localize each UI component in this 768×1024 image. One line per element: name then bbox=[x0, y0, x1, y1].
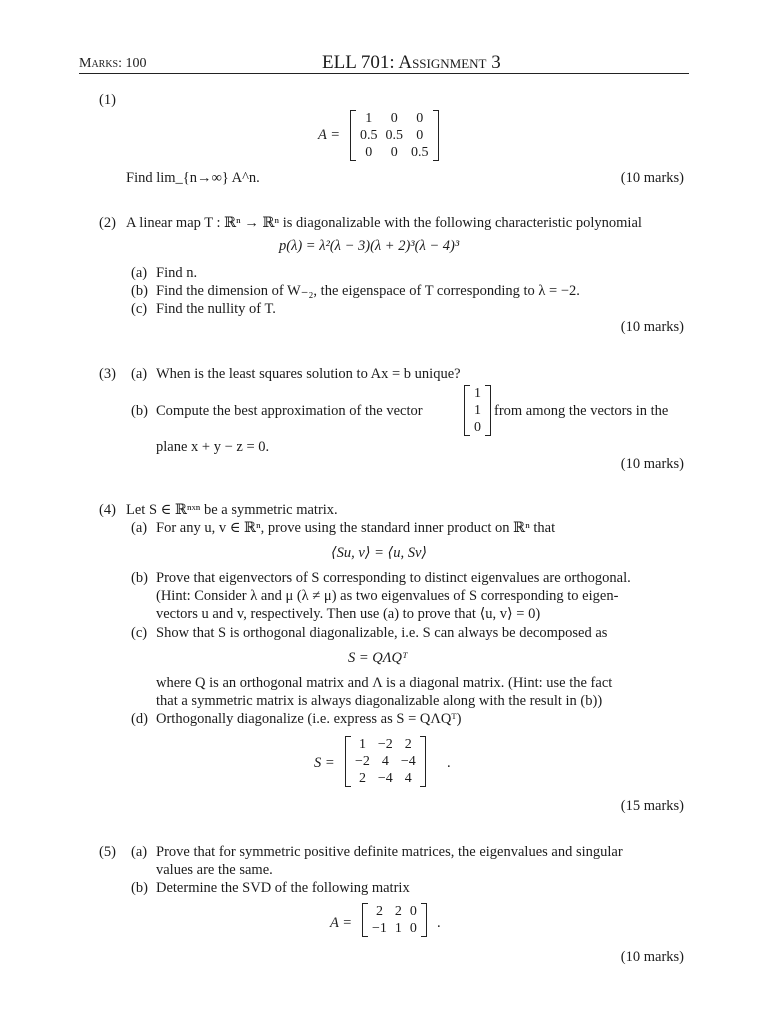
q3-vector-cell: 1 bbox=[474, 403, 481, 418]
q1-cell: 0.5 bbox=[411, 145, 429, 160]
q4d-cell: −4 bbox=[400, 754, 416, 769]
q4d-cell: 1 bbox=[358, 737, 366, 752]
q2-polynomial: p(λ) = λ²(λ − 3)(λ + 2)³(λ − 4)³ bbox=[279, 238, 460, 254]
q4d-lhs: S = bbox=[314, 755, 335, 771]
q2c-text: Find the nullity of T. bbox=[156, 301, 276, 317]
q1-cell: 1 bbox=[365, 111, 373, 126]
q5b-cell: 0 bbox=[409, 921, 417, 936]
q4c-line2: where Q is an orthogonal matrix and Λ is a diagonal matrix. (Hint: use the fact bbox=[156, 675, 613, 691]
q4d-cell: 2 bbox=[404, 737, 412, 752]
q3b-text-plane: plane x + y − z = 0. bbox=[156, 439, 270, 455]
q4d-cell: 2 bbox=[358, 771, 366, 786]
q2b-label: (b) bbox=[131, 283, 148, 299]
q4d-cell: −2 bbox=[377, 737, 393, 752]
q4d-cell: −2 bbox=[355, 754, 370, 769]
q1-cell: 0.5 bbox=[385, 128, 403, 143]
q2a-text: Find n. bbox=[156, 265, 198, 281]
q5-marks: (10 marks) bbox=[620, 949, 684, 965]
q3-marks: (10 marks) bbox=[620, 456, 684, 472]
q4c-equation: S = QΛQᵀ bbox=[348, 650, 408, 666]
q1-marks: (10 marks) bbox=[620, 170, 684, 186]
q4a-text: For any u, v ∈ ℝⁿ, prove using the standard inner product on ℝⁿ that bbox=[156, 520, 556, 536]
q3a-label: (a) bbox=[131, 366, 148, 382]
q2-marks: (10 marks) bbox=[620, 319, 684, 335]
q5b-label: (b) bbox=[131, 880, 148, 896]
q3-number: (3) bbox=[99, 366, 116, 382]
q4d-matrix bbox=[345, 736, 426, 787]
q5b-cell: 1 bbox=[394, 921, 402, 936]
q4-marks: (15 marks) bbox=[620, 798, 684, 814]
q5a-line2: values are the same. bbox=[156, 862, 273, 878]
q4-number: (4) bbox=[99, 502, 116, 518]
q4b-label: (b) bbox=[131, 570, 148, 586]
q5a-line1: Prove that for symmetric positive definite matrices, the eigenvalues and singular bbox=[156, 844, 623, 860]
header-rule bbox=[79, 73, 689, 74]
q2b-text: Find the dimension of W₋₂, the eigenspace of T corresponding to λ = −2. bbox=[156, 283, 580, 299]
q4c-line3: that a symmetric matrix is always diagonalizable along with the result in (b)) bbox=[156, 693, 603, 709]
q3-vector bbox=[464, 385, 491, 436]
q3-vector-cell: 0 bbox=[474, 420, 481, 435]
q5a-label: (a) bbox=[131, 844, 148, 860]
q1-matrix bbox=[350, 110, 439, 161]
q4d-text: Orthogonally diagonalize (i.e. express as S = QΛQᵀ) bbox=[156, 711, 462, 727]
q4d-period: . bbox=[447, 755, 451, 771]
q1-cell: 0 bbox=[416, 111, 424, 126]
q4d-label: (d) bbox=[131, 711, 148, 727]
q5-number: (5) bbox=[99, 844, 116, 860]
q1-cell: 0 bbox=[390, 111, 398, 126]
q4d-cell: 4 bbox=[381, 754, 389, 769]
q4-intro: Let S ∈ ℝⁿˣⁿ be a symmetric matrix. bbox=[126, 502, 338, 518]
q1-cell: 0.5 bbox=[360, 128, 378, 143]
q3a-text: When is the least squares solution to Ax = b unique? bbox=[156, 366, 461, 382]
q4d-cell: −4 bbox=[377, 771, 393, 786]
q1-cell: 0 bbox=[365, 145, 373, 160]
q5b-matrix bbox=[362, 903, 427, 937]
q4d-cell: 4 bbox=[404, 771, 412, 786]
q1-cell: 0 bbox=[390, 145, 398, 160]
q5b-text: Determine the SVD of the following matrix bbox=[156, 880, 410, 896]
q1-lhs: A = bbox=[318, 127, 341, 143]
q3b-label: (b) bbox=[131, 403, 148, 419]
q2a-label: (a) bbox=[131, 265, 148, 281]
q3b-text-cont: from among the vectors in the bbox=[494, 403, 669, 419]
q4a-label: (a) bbox=[131, 520, 148, 536]
q4b-line1: Prove that eigenvectors of S corresponding to distinct eigenvalues are orthogonal. bbox=[156, 570, 631, 586]
q5b-cell: 0 bbox=[409, 904, 417, 919]
q4a-equation: ⟨Su, v⟩ = ⟨u, Sv⟩ bbox=[331, 545, 428, 561]
q1-number: (1) bbox=[99, 92, 116, 108]
q2-intro: A linear map T : ℝⁿ → ℝⁿ is diagonalizable with the following characteristic polynomial bbox=[126, 215, 642, 231]
marks-total: Marks: 100 bbox=[79, 56, 147, 71]
q5b-cell: −1 bbox=[372, 921, 387, 936]
q5b-period: . bbox=[437, 915, 441, 931]
q4b-line2: (Hint: Consider λ and μ (λ ≠ μ) as two eigenvalues of S corresponding to eigen- bbox=[156, 588, 619, 604]
q3b-text: Compute the best approximation of the vector bbox=[156, 403, 423, 419]
q3-vector-cell: 1 bbox=[474, 386, 481, 401]
q1-cell: 0 bbox=[416, 128, 424, 143]
q2-number: (2) bbox=[99, 215, 116, 231]
q4c-line1: Show that S is orthogonal diagonalizable, i.e. S can always be decomposed as bbox=[156, 625, 608, 641]
q5b-lhs: A = bbox=[330, 915, 353, 931]
q1-text: Find lim_{n→∞} A^n. bbox=[126, 170, 260, 186]
q5b-cell: 2 bbox=[394, 904, 402, 919]
q4b-line3: vectors u and v, respectively. Then use (a) to prove that ⟨u, v⟩ = 0) bbox=[156, 606, 541, 622]
page-title: ELL 701: Assignment 3 bbox=[322, 52, 501, 73]
q5b-cell: 2 bbox=[375, 904, 383, 919]
q2c-label: (c) bbox=[131, 301, 148, 317]
q4c-label: (c) bbox=[131, 625, 148, 641]
